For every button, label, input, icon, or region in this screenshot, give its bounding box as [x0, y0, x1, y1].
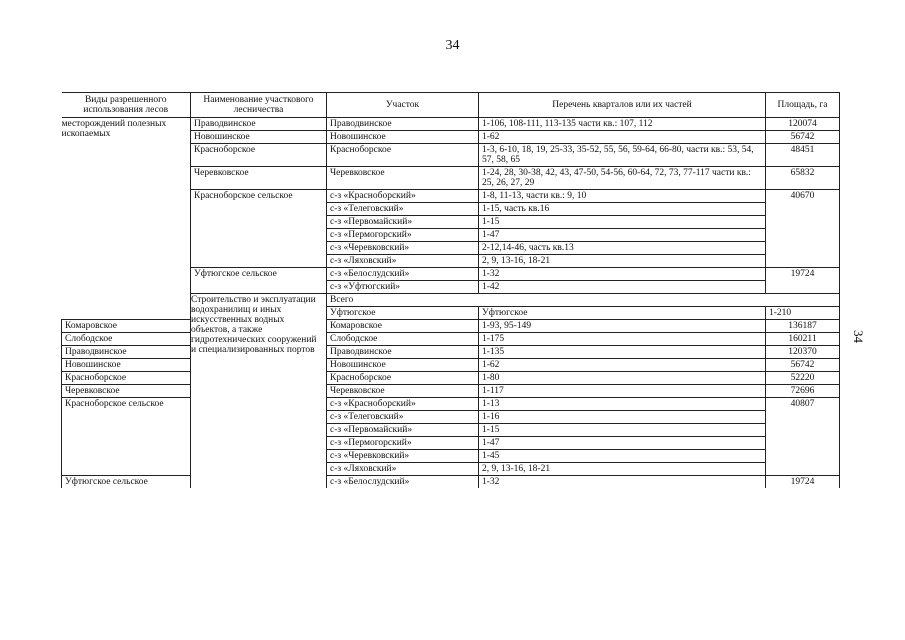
page-number-side: 34 [851, 330, 866, 343]
area-cell: 72696 [766, 385, 840, 398]
forestry-cell: Праводвинское [62, 346, 191, 359]
plot-cell: Черевковское [327, 385, 479, 398]
forestry-cell: Новошинское [62, 359, 191, 372]
quarters-cell: 1-32 [479, 268, 766, 281]
quarters-cell: 1-13 [479, 398, 766, 411]
plot-cell: с-з «Первомайский» [327, 424, 479, 437]
table-row [62, 385, 840, 398]
quarters-cell: 1-106, 108-111, 113-135 части кв.: 107, 112 [479, 118, 766, 131]
plot-cell: Праводвинское [327, 118, 479, 131]
plot-cell: Красноборское [327, 144, 479, 167]
table-header-row [62, 93, 840, 118]
plot-cell: Черевковское [327, 167, 479, 190]
page-number-top: 34 [445, 38, 460, 53]
area-cell: 40807 [766, 398, 840, 476]
plot-cell: с-з «Первомайский» [327, 216, 479, 229]
quarters-cell: 1-80 [479, 372, 766, 385]
quarters-cell: 1-16 [479, 411, 766, 424]
quarters-cell: 1-8, 11-13, части кв.: 9, 10 [479, 190, 766, 203]
plot-cell: с-з «Белослудский» [327, 268, 479, 281]
quarters-cell: 2-12,14-46, часть кв.13 [479, 242, 766, 255]
plot-cell: с-з «Черевковский» [327, 242, 479, 255]
plot-cell: с-з «Телеговский» [327, 203, 479, 216]
quarters-cell: 1-62 [479, 131, 766, 144]
quarters-cell: 1-15, часть кв.16 [479, 203, 766, 216]
table-row [62, 476, 840, 489]
quarters-cell: 1-15 [479, 424, 766, 437]
forestry-cell: Красноборское сельское [62, 398, 191, 476]
table-row [62, 320, 840, 333]
use-type-cell: месторождений полезных ископаемых [62, 118, 191, 320]
plot-cell: Праводвинское [327, 346, 479, 359]
area-cell: 19724 [766, 476, 840, 489]
area-cell: 19724 [766, 268, 840, 294]
quarters-cell: 1-24, 28, 30-38, 42, 43, 47-50, 54-56, 60-64, 72, 73, 77-117 части кв.: 25, 26, 27, 29 [479, 167, 766, 190]
forestry-cell: Уфтюгское сельское [191, 268, 327, 294]
forestry-cell: Красноборское сельское [191, 190, 327, 268]
plot-cell: с-з «Ляховский» [327, 463, 479, 476]
header-area: Площадь, га [766, 93, 840, 118]
quarters-cell: 1-3, 6-10, 18, 19, 25-33, 35-52, 55, 56, 59-64, 66-80, части кв.: 53, 54, 57, 58, 65 [479, 144, 766, 167]
forestry-cell: Красноборское [62, 372, 191, 385]
plot-cell: Слободское [327, 333, 479, 346]
plot-cell: Новошинское [327, 359, 479, 372]
quarters-cell: 1-135 [479, 346, 766, 359]
header-forestry-name: Наименование участкового лесничества [191, 93, 327, 118]
header-quarters: Перечень кварталов или их частей [479, 93, 766, 118]
quarters-cell: 1-62 [479, 359, 766, 372]
quarters-cell: 2, 9, 13-16, 18-21 [479, 463, 766, 476]
quarters-cell: 1-47 [479, 437, 766, 450]
quarters-cell: 1-45 [479, 450, 766, 463]
area-cell: 136187 [766, 320, 840, 333]
area-cell: 120074 [766, 118, 840, 131]
table-row [62, 398, 840, 411]
area-cell: 56742 [766, 131, 840, 144]
area-cell: 160211 [766, 333, 840, 346]
quarters-cell: 1-175 [479, 333, 766, 346]
plot-cell: с-з «Уфтюгский» [327, 281, 479, 294]
plot-cell: с-з «Красноборский» [327, 190, 479, 203]
quarters-cell: 1-117 [479, 385, 766, 398]
plot-cell: с-з «Пермогорский» [327, 229, 479, 242]
quarters-cell: 1-210 [766, 307, 840, 320]
forestry-cell: Комаровское [62, 320, 191, 333]
plot-cell: с-з «Пермогорский» [327, 437, 479, 450]
area-cell: 48451 [766, 144, 840, 167]
quarters-cell: 1-42 [479, 281, 766, 294]
plot-cell: с-з «Черевковский» [327, 450, 479, 463]
plot-cell: Новошинское [327, 131, 479, 144]
quarters-cell: 2, 9, 13-16, 18-21 [479, 255, 766, 268]
area-cell: 120370 [766, 346, 840, 359]
total-label: Всего [327, 294, 840, 307]
quarters-cell: 1-15 [479, 216, 766, 229]
plot-cell: с-з «Белослудский» [327, 476, 479, 489]
forestry-cell: Слободское [62, 333, 191, 346]
header-plot: Участок [327, 93, 479, 118]
forestry-cell: Уфтюгское сельское [62, 476, 191, 489]
area-cell: 56742 [766, 359, 840, 372]
header-use-type: Виды разрешенного использования лесов [62, 93, 191, 118]
area-cell: 40670 [766, 190, 840, 268]
table-row [62, 372, 840, 385]
plot-cell: с-з «Красноборский» [327, 398, 479, 411]
table-row [62, 359, 840, 372]
forestry-cell: Красноборское [191, 144, 327, 167]
table-row [62, 333, 840, 346]
forestry-cell: Черевковское [62, 385, 191, 398]
plot-cell: Комаровское [327, 320, 479, 333]
quarters-cell: 1-47 [479, 229, 766, 242]
plot-cell: с-з «Ляховский» [327, 255, 479, 268]
quarters-cell: 1-32 [479, 476, 766, 489]
table-row [62, 346, 840, 359]
forestry-cell: Черевковское [191, 167, 327, 190]
quarters-cell: 1-93, 95-149 [479, 320, 766, 333]
table-row [62, 118, 840, 131]
plot-cell: Уфтюгское [479, 307, 766, 320]
area-cell: 65832 [766, 167, 840, 190]
use-type-cell: Строительство и эксплуатации водохранилищ и иных искусственных водных объектов, а также гидротехнических сооружений и специализированных портов [191, 294, 327, 489]
plot-cell: с-з «Телеговский» [327, 411, 479, 424]
forest-use-table [61, 92, 840, 488]
area-cell: 52220 [766, 372, 840, 385]
forestry-cell: Праводвинское [191, 118, 327, 131]
plot-cell: Красноборское [327, 372, 479, 385]
forestry-cell: Уфтюгское [327, 307, 479, 320]
forestry-cell: Новошинское [191, 131, 327, 144]
